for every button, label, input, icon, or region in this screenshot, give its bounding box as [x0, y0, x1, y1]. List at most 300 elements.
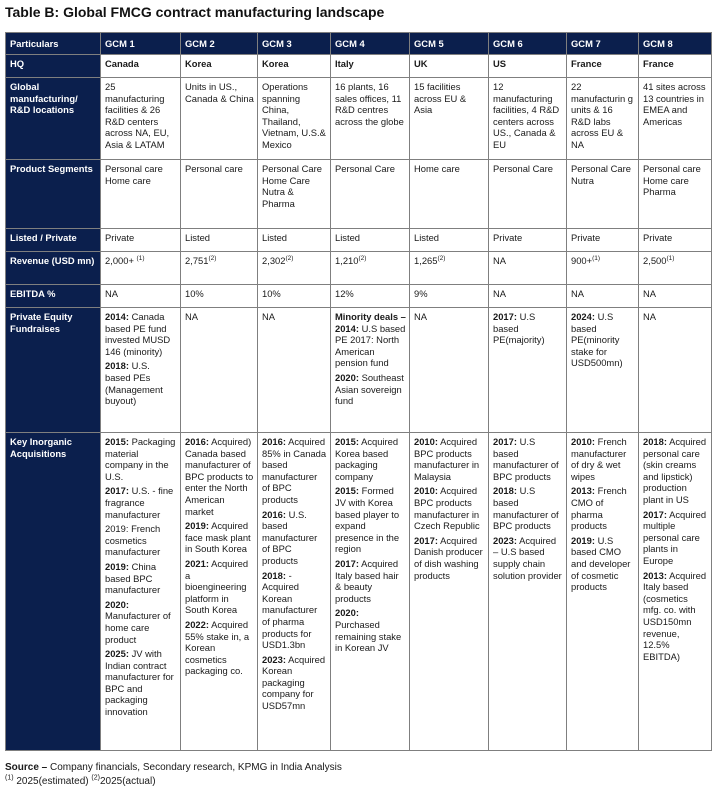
table-cell — [489, 55, 567, 78]
table-cell — [331, 160, 410, 229]
table-cell — [258, 285, 331, 308]
cell-entry — [185, 81, 254, 104]
cell-entry — [262, 163, 327, 209]
entry-text: Acquired BPC products manufacturer in Czech Republic — [414, 485, 480, 532]
entry-year: 2017: — [335, 557, 359, 569]
footnote-marker: (2) — [285, 254, 294, 262]
cell-entry — [185, 58, 254, 70]
entry-text: Acquired 55% stake in, a Korean cosmetics packaging co. — [185, 618, 250, 677]
footnote-marker: (1) — [592, 254, 601, 262]
entry-text: NA — [105, 288, 119, 299]
footnote-marker: (2) — [437, 254, 446, 262]
entry-text: US — [493, 58, 507, 69]
cell-entry — [493, 81, 563, 151]
header-cell: Particulars — [6, 33, 101, 55]
row-label: Private Equity Fundraises — [6, 308, 101, 433]
cell-entry — [335, 232, 406, 244]
table-cell — [410, 252, 489, 285]
entry-text: Italy — [335, 58, 354, 69]
entry-text: Canada based PE fund invested MUSD 146 (minority) — [105, 311, 171, 357]
table-cell — [639, 308, 712, 433]
entry-text: Operations spanning China, Thailand, Vietnam, U.S.& Mexico — [262, 81, 326, 150]
entry-text: Acquired Danish producer of dish washing products — [414, 534, 483, 581]
entry-text: 9% — [414, 288, 428, 299]
header-cell: GCM 8 — [639, 33, 712, 55]
table-cell — [101, 55, 181, 78]
entry-year: 2020: — [335, 371, 359, 383]
table-cell — [639, 433, 712, 751]
table-cell — [258, 78, 331, 160]
header-row — [6, 33, 712, 55]
entry-text: Acquired a bioengineering platform in South Korea — [185, 557, 249, 616]
entry-text: France — [571, 58, 602, 69]
entry-text: 1,265 — [414, 255, 438, 266]
entry-year: 2019: — [571, 534, 595, 546]
cell-entry — [262, 509, 327, 567]
entry-text: U.S based PE 2017: North American pension fund — [335, 322, 406, 369]
table-cell — [181, 78, 258, 160]
cell-entry — [105, 81, 177, 151]
table-cell — [410, 55, 489, 78]
cell-entry — [185, 288, 254, 300]
cell-entry — [185, 558, 254, 616]
entry-text: 2,751 — [185, 255, 209, 266]
table-cell — [331, 285, 410, 308]
entry-text: Acquired BPC products manufacturer in Malaysia — [414, 436, 480, 482]
cell-entry — [105, 485, 177, 520]
cell-entry — [414, 288, 485, 300]
entry-text: 2,500 — [643, 255, 667, 266]
source-text: Company financials, Secondary research, KPMG in India Analysis — [47, 762, 342, 773]
entry-text: Private — [571, 232, 601, 243]
cell-entry — [105, 58, 177, 70]
cell-entry — [571, 81, 635, 151]
entry-text: JV with Indian contract manufacturer for BPC and packaging innovation — [105, 648, 174, 718]
header-cell: GCM 5 — [410, 33, 489, 55]
table-row — [6, 229, 712, 252]
table-cell — [410, 160, 489, 229]
entry-year: 2018: — [105, 360, 129, 372]
header-cell: GCM 7 — [567, 33, 639, 55]
entry-year: 2018: — [643, 436, 667, 447]
table-cell — [181, 55, 258, 78]
table-cell — [101, 252, 181, 285]
entry-year: 2025: — [105, 648, 129, 660]
entry-text: 41 sites across 13 countries in EMEA and Americas — [643, 81, 706, 127]
entry-year: 2015: — [335, 485, 359, 497]
cell-entry — [643, 81, 708, 127]
cell-entry — [571, 255, 635, 267]
entry-text: Acquired Korea based packaging company — [335, 436, 399, 482]
entry-text: 10% — [185, 288, 204, 299]
row-label: HQ — [6, 55, 101, 78]
entry-year: 2023: — [262, 653, 286, 665]
cell-entry — [262, 436, 327, 506]
cell-entry — [335, 372, 406, 407]
entry-text: - Acquired Korean manufacturer of pharma products for USD1.3bn — [262, 569, 318, 651]
table-cell — [331, 252, 410, 285]
header-cell: GCM 6 — [489, 33, 567, 55]
entry-year: 2017: — [414, 534, 438, 546]
entry-year: Minority deals – 2014: — [335, 311, 406, 334]
table-cell — [410, 229, 489, 252]
entry-text: NA — [643, 288, 657, 299]
table-cell — [489, 78, 567, 160]
entry-year: 2017: — [643, 508, 667, 520]
cell-entry — [493, 255, 563, 267]
cell-entry — [643, 232, 708, 244]
table-cell — [331, 433, 410, 751]
table-cell — [489, 252, 567, 285]
cell-entry — [262, 81, 327, 151]
entry-text: U.S based PE(minority stake for USD500mn) — [571, 311, 623, 369]
entry-text: U.S based CMO and developer of cosmetic products — [571, 534, 631, 593]
cell-entry — [185, 520, 254, 555]
cell-entry — [571, 436, 635, 482]
entry-text: UK — [414, 58, 428, 69]
table-cell — [567, 285, 639, 308]
entry-text: Korea — [185, 58, 212, 69]
cell-entry — [571, 288, 635, 300]
entry-text: Formed JV with Korea based player to expand presence in the region — [335, 485, 400, 555]
cell-entry — [571, 311, 635, 369]
entry-text: NA — [571, 288, 585, 299]
cell-entry — [262, 570, 327, 651]
entry-text: Personal Care Home Care Nutra & Pharma — [262, 163, 322, 209]
entry-year: 2019: — [105, 560, 129, 572]
row-label: Product Segments — [6, 160, 101, 229]
row-label: Revenue (USD mn) — [6, 252, 101, 285]
entry-year: 2010: — [571, 436, 595, 447]
table-cell — [258, 55, 331, 78]
header-cell: GCM 1 — [101, 33, 181, 55]
cell-entry — [571, 535, 635, 593]
entry-text: NA — [262, 311, 276, 322]
entry-text: Private — [643, 232, 673, 243]
cell-entry — [643, 255, 708, 267]
entry-year: 2017: — [493, 311, 517, 322]
table-cell — [489, 433, 567, 751]
entry-text: Personal care Home care Pharma — [643, 163, 701, 198]
entry-text: Acquired 85% in Canada based manufacturer of BPC products — [262, 436, 327, 505]
table-row — [6, 55, 712, 78]
entry-year: 2016: — [185, 436, 209, 447]
entry-text: U.S. based manufacturer of BPC products — [262, 508, 318, 566]
cell-entry — [414, 255, 485, 267]
cell-entry — [105, 599, 177, 645]
cell-entry — [185, 255, 254, 267]
entry-text: Acquired Italy based (cosmetics mfg. co. with USD150mn revenue, 12.5% EBITDA) — [643, 569, 707, 662]
table-cell — [101, 160, 181, 229]
cell-entry — [493, 288, 563, 300]
note-marker: (1) — [5, 774, 14, 782]
entry-text: Listed — [185, 232, 211, 243]
footer — [5, 761, 342, 789]
cell-entry — [335, 288, 406, 300]
entry-text: Personal care Home care — [105, 163, 163, 186]
entry-year: 2015: — [105, 436, 129, 447]
entry-text: Acquired Korean packaging company for USD57mn — [262, 653, 326, 712]
cell-entry — [105, 523, 177, 558]
table-cell — [410, 308, 489, 433]
table-cell — [639, 252, 712, 285]
cell-entry — [185, 311, 254, 323]
cell-entry — [414, 232, 485, 244]
entry-year: 2017: — [493, 436, 517, 447]
cell-entry — [643, 509, 708, 567]
cell-entry — [105, 436, 177, 482]
table-cell — [567, 308, 639, 433]
table-cell — [101, 78, 181, 160]
cell-entry — [105, 311, 177, 357]
cell-entry — [262, 232, 327, 244]
entry-text: Listed — [414, 232, 440, 243]
entry-year: 2020: — [335, 607, 359, 619]
cell-entry — [643, 163, 708, 198]
entry-text: Packaging material company in the U.S. — [105, 436, 176, 482]
table-row — [6, 285, 712, 308]
cell-entry — [105, 561, 177, 596]
header-cell: GCM 2 — [181, 33, 258, 55]
entry-year: 2022: — [185, 618, 209, 630]
entry-year: 2021: — [185, 557, 209, 569]
row-label: Global manufacturing/ R&D locations — [6, 78, 101, 160]
cell-entry — [185, 619, 254, 677]
cell-entry — [105, 255, 177, 267]
entry-text: U.S based PE(majority) — [493, 311, 545, 346]
source-label: Source – — [5, 762, 48, 773]
cell-entry — [335, 485, 406, 555]
table-cell — [567, 433, 639, 751]
table-cell — [410, 285, 489, 308]
entry-year: 2015: — [335, 436, 359, 447]
cell-entry — [643, 288, 708, 300]
cell-entry — [335, 607, 406, 653]
entry-text: Korea — [262, 58, 289, 69]
note-text: 2025(actual) — [99, 776, 156, 787]
table-cell — [258, 433, 331, 751]
table-row — [6, 78, 712, 160]
cell-entry — [262, 58, 327, 70]
table-cell — [639, 285, 712, 308]
entry-year: 2023: — [493, 534, 517, 546]
entry-text: Listed — [262, 232, 288, 243]
table-cell — [489, 160, 567, 229]
entry-text: 16 plants, 16 sales offices, 11 R&D centres across the globe — [335, 81, 404, 127]
entry-text: Acquired face mask plant in South Korea — [185, 520, 251, 555]
cell-entry — [262, 255, 327, 267]
footnote-marker: (2) — [208, 254, 217, 262]
entry-text: Private — [493, 232, 523, 243]
cell-entry — [185, 163, 254, 175]
table-cell — [489, 308, 567, 433]
entry-text: Personal Care — [493, 163, 553, 174]
cell-entry — [414, 436, 485, 482]
cell-entry — [105, 232, 177, 244]
cell-entry — [105, 360, 177, 406]
entry-text: Acquired personal care (skin creams and lipstick) production plant in US — [643, 436, 707, 505]
entry-text: Personal care — [185, 163, 243, 174]
entry-text: NA — [414, 311, 428, 322]
cell-entry — [185, 436, 254, 517]
cell-entry — [643, 58, 708, 70]
entry-text: U.S based manufacturer of BPC products — [493, 485, 559, 532]
row-label: Key Inorganic Acquisitions — [6, 433, 101, 751]
cell-entry — [414, 311, 485, 323]
cell-entry — [414, 58, 485, 70]
entry-year: 2010: — [414, 485, 438, 497]
entry-text: 12% — [335, 288, 354, 299]
cell-entry — [335, 558, 406, 604]
table-row — [6, 160, 712, 229]
entry-text: Acquired – U.S based supply chain solution provider — [493, 534, 562, 581]
entry-year: 2018: — [262, 569, 286, 581]
table-cell — [258, 308, 331, 433]
table-row — [6, 252, 712, 285]
table-body — [6, 55, 712, 751]
cell-entry — [335, 255, 406, 267]
cell-entry — [105, 163, 177, 186]
entry-text: 22 manufacturin g units & 16 R&D labs across EU & NA — [571, 81, 634, 150]
table-cell — [567, 229, 639, 252]
cell-entry — [262, 654, 327, 712]
table-cell — [489, 229, 567, 252]
cell-entry — [414, 81, 485, 116]
cell-entry — [493, 535, 563, 581]
footnote-marker: (1) — [666, 254, 675, 262]
table-cell — [101, 308, 181, 433]
cell-entry — [571, 485, 635, 531]
cell-entry — [643, 311, 708, 323]
cell-entry — [185, 232, 254, 244]
table-row — [6, 308, 712, 433]
table-title: Table B: Global FMCG contract manufacturing landscape — [5, 4, 385, 20]
cell-entry — [414, 485, 485, 531]
entry-text: 12 manufacturing facilities, 4 R&D centers across US., Canada & EU — [493, 81, 560, 150]
cell-entry — [105, 648, 177, 718]
table-cell — [181, 308, 258, 433]
source-line — [5, 761, 342, 775]
entry-text: French manufacturer of dry & wet wipes — [571, 436, 627, 482]
entry-text: 2019: French cosmetics manufacturer — [105, 523, 161, 558]
table-cell — [489, 285, 567, 308]
table-cell — [181, 160, 258, 229]
cell-entry — [571, 58, 635, 70]
table-cell — [181, 252, 258, 285]
entry-text: NA — [185, 311, 199, 322]
entry-year: 2013: — [643, 569, 667, 581]
cell-entry — [643, 436, 708, 506]
table-cell — [181, 433, 258, 751]
notes-line — [5, 775, 342, 789]
table-cell — [567, 55, 639, 78]
cell-entry — [493, 311, 563, 346]
table-cell — [101, 285, 181, 308]
entry-text: U.S. based PEs (Management buyout) — [105, 360, 163, 407]
table-cell — [101, 433, 181, 751]
table-cell — [181, 229, 258, 252]
entry-text: 10% — [262, 288, 281, 299]
cell-entry — [262, 288, 327, 300]
entry-text: French CMO of pharma products — [571, 485, 627, 532]
table-cell — [639, 229, 712, 252]
entry-year: 2014: — [105, 311, 129, 322]
entry-text: 25 manufacturing facilities & 26 R&D centers across NA, EU, Asia & LATAM — [105, 81, 170, 150]
entry-text: 900+ — [571, 255, 593, 266]
landscape-table — [5, 32, 712, 751]
cell-entry — [493, 163, 563, 175]
cell-entry — [571, 232, 635, 244]
entry-text: 15 facilities across EU & Asia — [414, 81, 467, 116]
entry-text: Canada — [105, 58, 139, 69]
cell-entry — [262, 311, 327, 323]
table-cell — [258, 229, 331, 252]
table-cell — [181, 285, 258, 308]
footnote-marker: (1) — [136, 254, 145, 262]
cell-entry — [643, 570, 708, 663]
entry-text: NA — [493, 288, 507, 299]
entry-text: Listed — [335, 232, 361, 243]
cell-entry — [335, 436, 406, 482]
table-cell — [331, 229, 410, 252]
entry-year: 2018: — [493, 485, 517, 497]
entry-text: NA — [493, 255, 507, 266]
entry-text: Manufacturer of home care product — [105, 610, 171, 645]
row-label: Listed / Private — [6, 229, 101, 252]
table-cell — [101, 229, 181, 252]
table-cell — [258, 160, 331, 229]
entry-text: Southeast Asian sovereign fund — [335, 371, 404, 407]
cell-entry — [493, 485, 563, 531]
cell-entry — [105, 288, 177, 300]
cell-entry — [414, 163, 485, 175]
entry-text: U.S. - fine fragrance manufacturer — [105, 485, 174, 520]
row-label: EBITDA % — [6, 285, 101, 308]
note-marker: (2) — [91, 774, 100, 782]
cell-entry — [571, 163, 635, 186]
table-cell — [567, 252, 639, 285]
table-cell — [639, 78, 712, 160]
entry-year: 2019: — [185, 520, 209, 532]
cell-entry — [335, 311, 406, 369]
table-cell — [331, 78, 410, 160]
table-cell — [258, 252, 331, 285]
entry-text: Units in US., Canada & China — [185, 81, 254, 104]
cell-entry — [335, 81, 406, 127]
entry-year: 2010: — [414, 436, 438, 447]
entry-year: 2024: — [571, 311, 595, 322]
entry-year: 2016: — [262, 436, 286, 447]
table-row — [6, 433, 712, 751]
note-text: 2025(estimated) — [13, 776, 92, 787]
table-cell — [639, 55, 712, 78]
entry-text: China based BPC manufacturer — [105, 560, 161, 596]
cell-entry — [335, 58, 406, 70]
entry-text: Private — [105, 232, 135, 243]
footnote-marker: (2) — [358, 254, 367, 262]
entry-text: 1,210 — [335, 255, 359, 266]
entry-text: France — [643, 58, 674, 69]
entry-year: 2020: — [105, 598, 129, 610]
entry-text: Home care — [414, 163, 460, 174]
entry-text: Personal Care — [335, 163, 395, 174]
cell-entry — [493, 436, 563, 482]
header-cell: GCM 3 — [258, 33, 331, 55]
table-cell — [567, 78, 639, 160]
cell-entry — [335, 163, 406, 175]
table-cell — [410, 433, 489, 751]
table-cell — [331, 308, 410, 433]
